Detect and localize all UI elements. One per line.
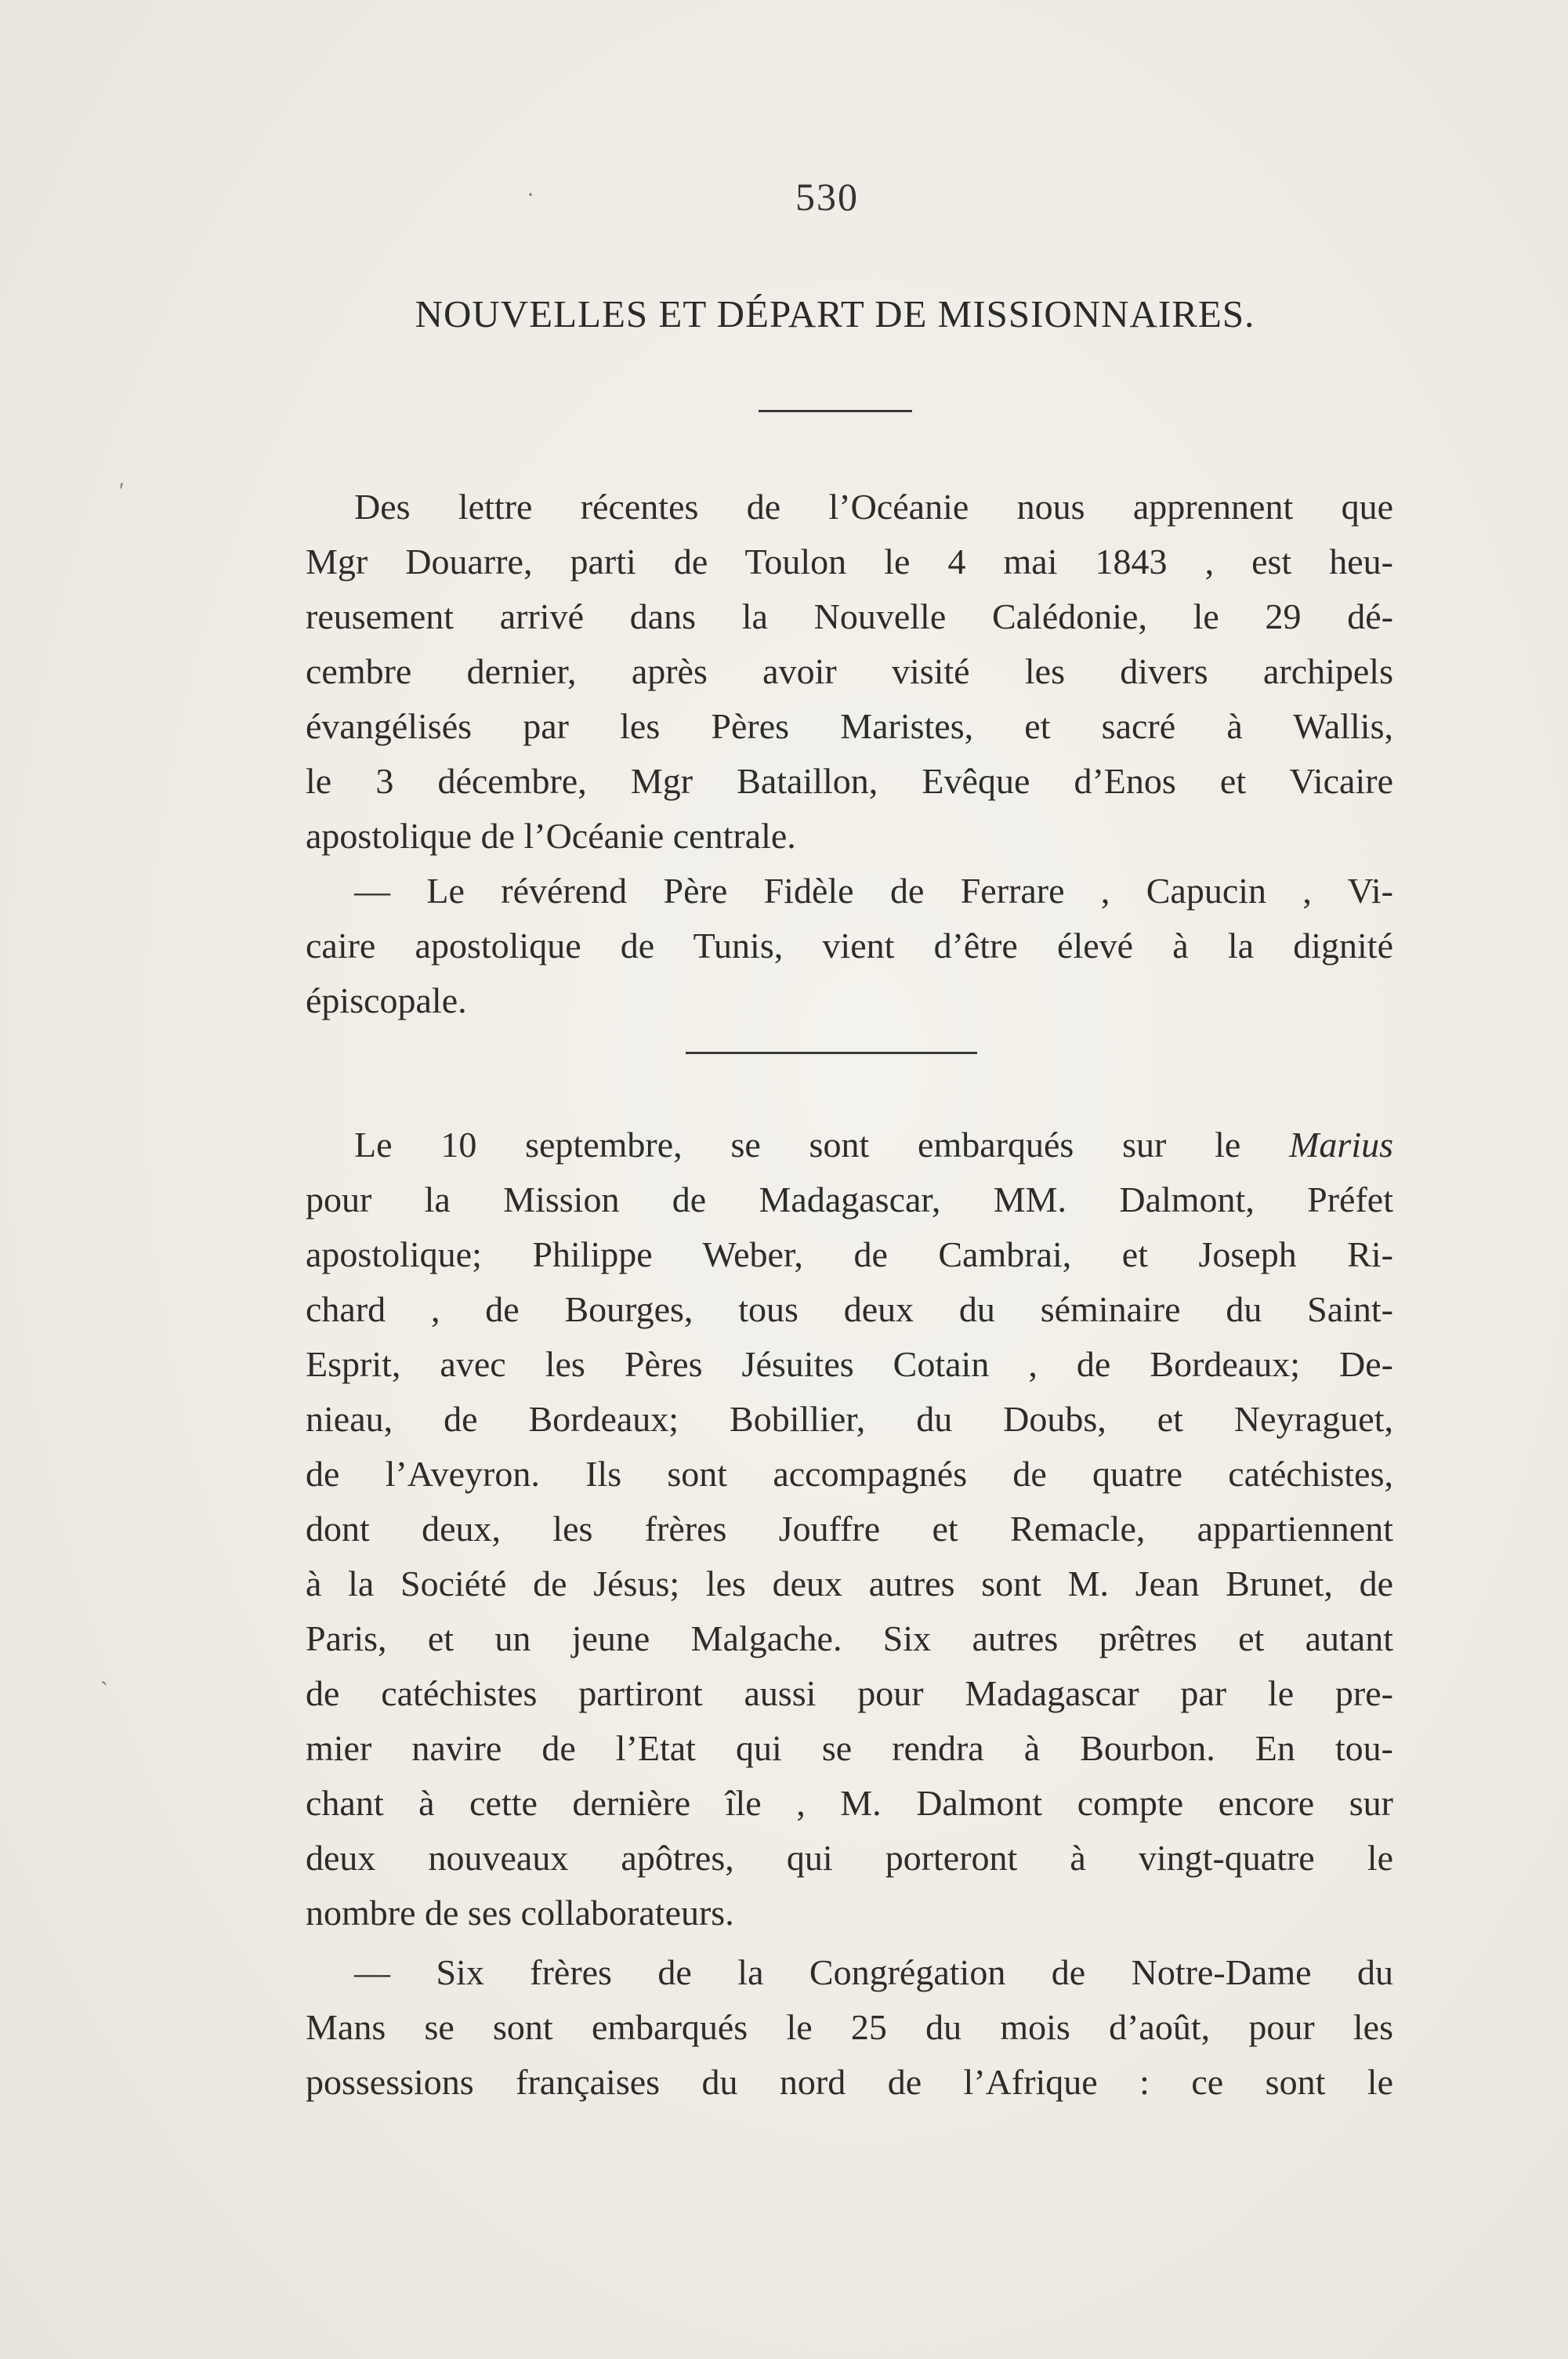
- text-line: nombre de ses collaborateurs.: [306, 1893, 734, 1933]
- text-line: de catéchistes partiront aussi pour Madagascar par le pre-: [306, 1673, 1393, 1713]
- text-line: Mans se sont embarqués le 25 du mois d’août, pour les: [306, 2007, 1393, 2047]
- text-line: apostolique; Philippe Weber, de Cambrai, et Joseph Ri-: [306, 1234, 1393, 1274]
- text-line: pour la Mission de Madagascar, MM. Dalmont, Préfet: [306, 1180, 1393, 1219]
- margin-mark: `: [100, 1677, 108, 1703]
- margin-mark: ′: [119, 478, 125, 504]
- text-line: reusement arrivé dans la Nouvelle Calédonie, le 29 dé-: [306, 596, 1393, 636]
- separator-rule: [686, 1052, 977, 1054]
- text-line: [306, 1118, 1393, 1172]
- page-number: 530: [795, 175, 859, 219]
- text-line: — Le révérend Père Fidèle de Ferrare , Capucin , Vi-: [354, 871, 1393, 911]
- section-heading: NOUVELLES ET DÉPART DE MISSIONNAIRES.: [415, 292, 1255, 335]
- text-line: le 3 décembre, Mgr Bataillon, Evêque d’Enos et Vicaire: [306, 761, 1393, 801]
- text-line: dont deux, les frères Jouffre et Remacle, appartiennent: [306, 1509, 1393, 1549]
- text-line: chant à cette dernière île , M. Dalmont compte encore sur: [306, 1783, 1393, 1823]
- text-line: épiscopale.: [306, 980, 467, 1020]
- text-line: caire apostolique de Tunis, vient d’être élevé à la dignité: [306, 926, 1393, 966]
- separator-rule: [759, 410, 912, 412]
- text-line: mier navire de l’Etat qui se rendra à Bourbon. En tou-: [306, 1728, 1393, 1768]
- text-segment: Le 10 septembre, se sont embarqués sur le: [354, 1125, 1241, 1165]
- text-line: cembre dernier, après avoir visité les divers archipels: [306, 651, 1393, 691]
- text-line: Des lettre récentes de l’Océanie nous apprennent que: [354, 487, 1393, 527]
- text-line: possessions françaises du nord de l’Afrique : ce sont le: [306, 2062, 1393, 2102]
- text-line: deux nouveaux apôtres, qui porteront à vingt-quatre le: [306, 1838, 1393, 1878]
- text-line: de l’Aveyron. Ils sont accompagnés de quatre catéchistes,: [306, 1454, 1393, 1494]
- text-line: évangélisés par les Pères Maristes, et sacré à Wallis,: [306, 706, 1393, 746]
- text-line: à la Société de Jésus; les deux autres sont M. Jean Brunet, de: [306, 1564, 1393, 1603]
- text-line: nieau, de Bordeaux; Bobillier, du Doubs, et Neyraguet,: [306, 1399, 1393, 1439]
- text-line: Esprit, avec les Pères Jésuites Cotain , de Bordeaux; De-: [306, 1344, 1393, 1384]
- text-line: — Six frères de la Congrégation de Notre-Dame du: [354, 1952, 1393, 1992]
- text-line: apostolique de l’Océanie centrale.: [306, 816, 796, 856]
- text-line: Paris, et un jeune Malgache. Six autres prêtres et autant: [306, 1618, 1393, 1658]
- margin-mark: ·: [527, 182, 534, 208]
- text-line: chard , de Bourges, tous deux du séminaire du Saint-: [306, 1289, 1393, 1329]
- ship-name: Marius: [1289, 1125, 1393, 1165]
- text-line: Mgr Douarre, parti de Toulon le 4 mai 1843 , est heu-: [306, 542, 1393, 582]
